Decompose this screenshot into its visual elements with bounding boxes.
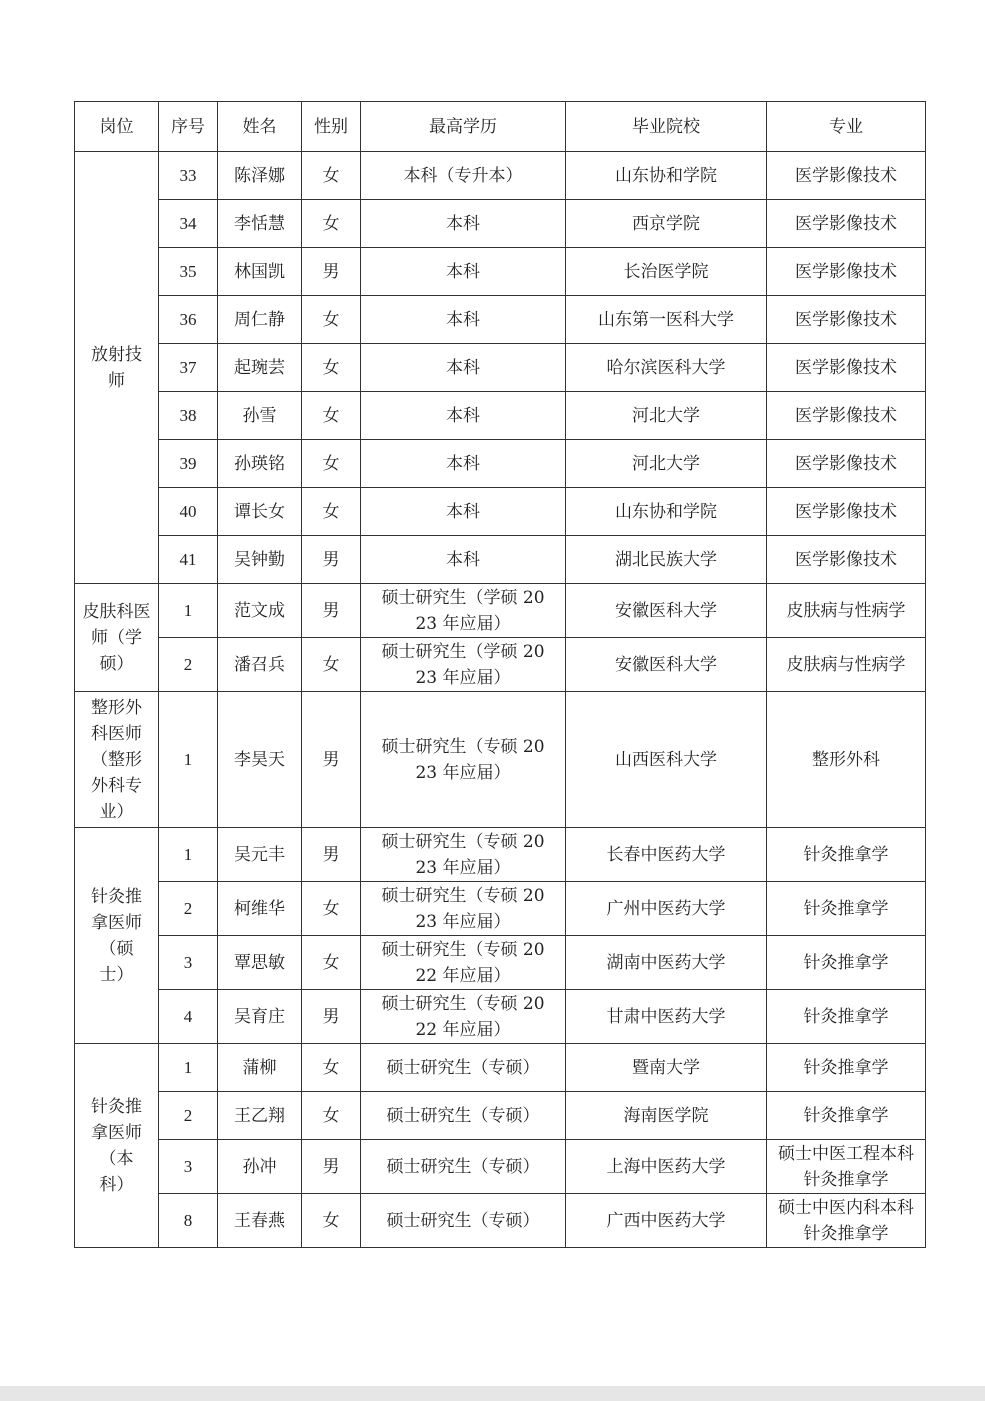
degree-text: 本科 [446,213,480,234]
degree-text: 本科 [446,549,480,570]
degree-text: 本科 [446,405,480,426]
position-label: 皮肤科医师（学硕） [82,601,151,674]
major-cell [767,1044,926,1092]
number-cell: 8 [159,1194,218,1248]
gender-cell: 女 [302,936,361,990]
degree-text: 本科 [446,453,480,474]
table-row [75,1194,926,1248]
degree-text: 硕士研究生（专硕 2023 年应届） [381,885,545,932]
name-cell: 陈泽娜 [218,152,302,200]
school-cell: 湖北民族大学 [566,536,767,584]
major-cell [767,488,926,536]
degree-cell [361,488,566,536]
major-text: 针灸推拿学 [803,1105,889,1126]
position-cell [75,692,159,828]
number-cell: 34 [159,200,218,248]
major-cell [767,584,926,638]
degree-cell [361,392,566,440]
major-text: 针灸推拿学 [803,1006,889,1027]
major-text: 硕士中医内科本科针灸推拿学 [777,1197,914,1244]
major-text: 针灸推拿学 [803,952,889,973]
degree-cell [361,1092,566,1140]
gender-cell: 女 [302,488,361,536]
number-cell: 1 [159,692,218,828]
number-cell: 33 [159,152,218,200]
degree-text: 硕士研究生（学硕 2023 年应届） [381,587,545,634]
school-cell: 湖南中医药大学 [566,936,767,990]
position-label: 针灸推拿医师（本科） [90,1096,142,1195]
degree-text: 硕士研究生（专硕） [386,1156,540,1177]
major-cell [767,882,926,936]
school-cell: 长治医学院 [566,248,767,296]
school-cell: 西京学院 [566,200,767,248]
position-cell [75,828,159,1044]
major-cell [767,200,926,248]
table-row [75,638,926,692]
number-cell: 35 [159,248,218,296]
number-cell: 41 [159,536,218,584]
major-text: 医学影像技术 [795,453,897,474]
major-text: 医学影像技术 [795,309,897,330]
number-cell: 4 [159,990,218,1044]
name-cell: 范文成 [218,584,302,638]
number-cell: 1 [159,828,218,882]
position-label: 整形外科医师（整形外科专业） [90,697,142,822]
header-name: 姓名 [218,102,302,152]
school-cell: 河北大学 [566,392,767,440]
school-cell: 长春中医药大学 [566,828,767,882]
major-text: 针灸推拿学 [803,898,889,919]
table-row [75,344,926,392]
major-cell [767,536,926,584]
major-text: 医学影像技术 [795,405,897,426]
major-cell [767,828,926,882]
degree-text: 本科 [446,309,480,330]
major-text: 针灸推拿学 [803,844,889,865]
name-cell: 蒲柳 [218,1044,302,1092]
school-cell: 暨南大学 [566,1044,767,1092]
number-cell: 1 [159,1044,218,1092]
degree-cell [361,248,566,296]
name-cell: 吴育庄 [218,990,302,1044]
degree-text: 硕士研究生（专硕） [386,1210,540,1231]
degree-text: 本科 [446,501,480,522]
name-cell: 潘召兵 [218,638,302,692]
name-cell: 孙瑛铭 [218,440,302,488]
name-cell: 覃思敏 [218,936,302,990]
name-cell: 谭长女 [218,488,302,536]
degree-cell [361,936,566,990]
degree-cell [361,828,566,882]
gender-cell: 女 [302,1194,361,1248]
table-row [75,936,926,990]
gender-cell: 女 [302,152,361,200]
header-gender: 性别 [302,102,361,152]
header-school: 毕业院校 [566,102,767,152]
degree-text: 硕士研究生（专硕 2022 年应届） [381,993,545,1040]
name-cell: 柯维华 [218,882,302,936]
major-cell [767,936,926,990]
position-cell [75,1044,159,1248]
major-text: 医学影像技术 [795,165,897,186]
table-row [75,692,926,828]
name-cell: 周仁静 [218,296,302,344]
page-bottom-strip [0,1386,985,1401]
name-cell: 孙雪 [218,392,302,440]
major-cell [767,1194,926,1248]
position-label: 针灸推拿医师（硕士） [90,886,142,985]
degree-text: 本科（专升本） [403,165,523,186]
header-degree: 最高学历 [361,102,566,152]
degree-cell [361,440,566,488]
number-cell: 40 [159,488,218,536]
name-cell: 孙冲 [218,1140,302,1194]
position-cell [75,584,159,692]
header-number: 序号 [159,102,218,152]
major-text: 针灸推拿学 [803,1057,889,1078]
gender-cell: 男 [302,584,361,638]
school-cell: 山东协和学院 [566,488,767,536]
header-row [75,102,926,152]
table-row [75,488,926,536]
major-cell [767,296,926,344]
school-cell: 山东协和学院 [566,152,767,200]
name-cell: 林国凯 [218,248,302,296]
school-cell: 山西医科大学 [566,692,767,828]
table-row [75,248,926,296]
degree-text: 本科 [446,261,480,282]
table-row [75,536,926,584]
name-cell: 吴钟勤 [218,536,302,584]
gender-cell: 男 [302,828,361,882]
name-cell: 王乙翔 [218,1092,302,1140]
number-cell: 39 [159,440,218,488]
number-cell: 3 [159,936,218,990]
school-cell: 哈尔滨医科大学 [566,344,767,392]
table-row [75,828,926,882]
degree-cell [361,882,566,936]
school-cell: 安徽医科大学 [566,638,767,692]
major-cell [767,344,926,392]
gender-cell: 女 [302,440,361,488]
table-body [75,152,926,1248]
name-cell: 李昊天 [218,692,302,828]
gender-cell: 男 [302,536,361,584]
school-cell: 河北大学 [566,440,767,488]
major-text: 皮肤病与性病学 [786,654,906,675]
number-cell: 37 [159,344,218,392]
degree-cell [361,1194,566,1248]
degree-text: 硕士研究生（专硕 2022 年应届） [381,939,545,986]
degree-cell [361,1140,566,1194]
gender-cell: 女 [302,200,361,248]
gender-cell: 女 [302,638,361,692]
major-text: 医学影像技术 [795,357,897,378]
degree-text: 硕士研究生（专硕） [386,1105,540,1126]
major-text: 整形外科 [812,749,880,770]
degree-cell [361,638,566,692]
school-cell: 山东第一医科大学 [566,296,767,344]
number-cell: 36 [159,296,218,344]
table-row [75,1044,926,1092]
major-text: 皮肤病与性病学 [786,600,906,621]
table-row [75,990,926,1044]
major-text: 医学影像技术 [795,549,897,570]
degree-text: 硕士研究生（专硕 2023 年应届） [381,831,545,878]
school-cell: 海南医学院 [566,1092,767,1140]
number-cell: 38 [159,392,218,440]
gender-cell: 女 [302,296,361,344]
table-row [75,152,926,200]
name-cell: 起琬芸 [218,344,302,392]
major-text: 硕士中医工程本科针灸推拿学 [777,1143,914,1190]
table-row [75,296,926,344]
gender-cell: 男 [302,692,361,828]
major-cell [767,392,926,440]
major-text: 医学影像技术 [795,261,897,282]
header-position: 岗位 [75,102,159,152]
major-text: 医学影像技术 [795,213,897,234]
degree-cell [361,344,566,392]
staff-table [74,101,926,1248]
gender-cell: 女 [302,344,361,392]
major-text: 医学影像技术 [795,501,897,522]
major-cell [767,440,926,488]
table-row [75,882,926,936]
gender-cell: 女 [302,392,361,440]
name-cell: 王春燕 [218,1194,302,1248]
gender-cell: 女 [302,1044,361,1092]
header-major: 专业 [767,102,926,152]
degree-cell [361,152,566,200]
number-cell: 3 [159,1140,218,1194]
degree-cell [361,692,566,828]
school-cell: 广州中医药大学 [566,882,767,936]
school-cell: 上海中医药大学 [566,1140,767,1194]
degree-cell [361,1044,566,1092]
school-cell: 广西中医药大学 [566,1194,767,1248]
number-cell: 2 [159,882,218,936]
table-row [75,584,926,638]
degree-cell [361,296,566,344]
degree-cell [361,200,566,248]
number-cell: 2 [159,1092,218,1140]
major-cell [767,1092,926,1140]
degree-text: 硕士研究生（专硕 2023 年应届） [381,736,545,783]
major-cell [767,692,926,828]
degree-cell [361,536,566,584]
major-cell [767,990,926,1044]
name-cell: 吴元丰 [218,828,302,882]
degree-cell [361,990,566,1044]
table-row [75,1092,926,1140]
table-row [75,1140,926,1194]
school-cell: 甘肃中医药大学 [566,990,767,1044]
table-row [75,200,926,248]
gender-cell: 男 [302,248,361,296]
gender-cell: 男 [302,1140,361,1194]
position-label: 放射技师 [90,344,142,391]
major-cell [767,638,926,692]
degree-text: 本科 [446,357,480,378]
position-cell [75,152,159,584]
number-cell: 2 [159,638,218,692]
gender-cell: 男 [302,990,361,1044]
major-cell [767,152,926,200]
gender-cell: 女 [302,1092,361,1140]
major-cell [767,1140,926,1194]
gender-cell: 女 [302,882,361,936]
major-cell [767,248,926,296]
table-row [75,440,926,488]
number-cell: 1 [159,584,218,638]
school-cell: 安徽医科大学 [566,584,767,638]
name-cell: 李恬慧 [218,200,302,248]
degree-text: 硕士研究生（学硕 2023 年应届） [381,641,545,688]
table-row [75,392,926,440]
degree-cell [361,584,566,638]
degree-text: 硕士研究生（专硕） [386,1057,540,1078]
